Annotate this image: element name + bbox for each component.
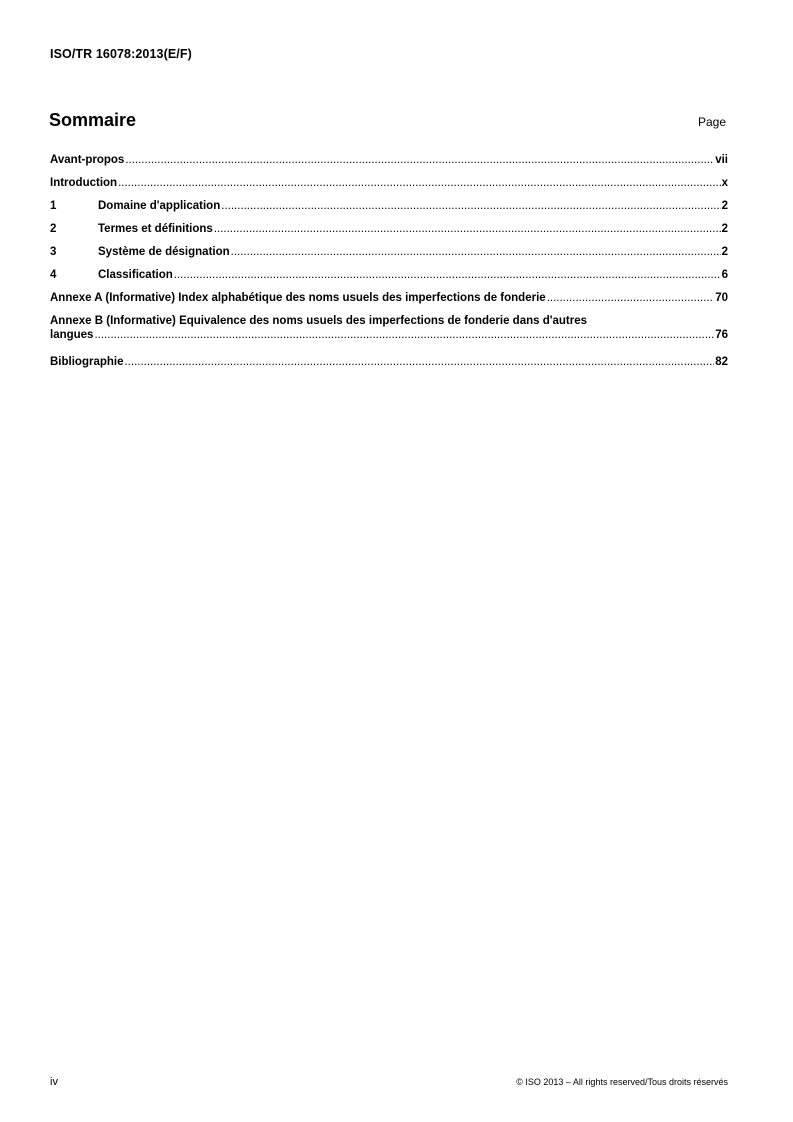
toc-entry-title: Annexe B (Informative) Equivalence des noms usuels des imperfections de fonderie dans d'autres: [50, 315, 587, 327]
toc-entry-bibliographie[interactable]: [50, 355, 728, 378]
dot-leader: [221, 199, 720, 213]
toc-entry-page: 6: [721, 269, 728, 281]
document-id: ISO/TR 16078:2013(E/F): [50, 47, 192, 61]
toc-entry-title: Annexe A (Informative) Index alphabétique des noms usuels des imperfections de fonderie: [50, 292, 546, 304]
toc-entry-page: 2: [721, 200, 728, 212]
toc-entry-number: 4: [50, 269, 57, 281]
toc-title: Sommaire: [49, 110, 137, 130]
dot-leader: [214, 222, 721, 236]
toc-entry-domaine[interactable]: [50, 199, 728, 222]
toc-entry-page: 76: [715, 329, 728, 341]
toc-entry-title: Domaine d'application: [98, 200, 221, 212]
dot-leader: [547, 291, 715, 305]
toc-entry-page: 2: [721, 246, 728, 258]
toc-entry-number: 2: [50, 223, 57, 235]
toc-entry-termes[interactable]: [50, 222, 728, 245]
toc-entry-avant-propos[interactable]: [50, 153, 728, 176]
toc-entry-title: Termes et définitions: [98, 223, 213, 235]
copyright-notice: © ISO 2013 – All rights reserved/Tous droits réservés: [516, 1077, 728, 1087]
dot-leader: [118, 176, 721, 190]
toc-entry-number: 3: [50, 246, 57, 258]
toc-entry-page: x: [721, 177, 728, 189]
toc-entry-title: Avant-propos: [50, 154, 125, 166]
toc-entry-page: 82: [715, 356, 728, 368]
toc-entry-page: 2: [721, 223, 728, 235]
toc-entry-title: Système de désignation: [98, 246, 230, 258]
dot-leader: [94, 328, 714, 342]
dot-leader: [125, 153, 714, 167]
table-of-contents: [50, 153, 728, 378]
toc-entry-page: 70: [715, 292, 728, 304]
toc-entry-page: vii: [715, 154, 728, 166]
dot-leader: [231, 245, 721, 259]
toc-entry-annexe-a[interactable]: [50, 291, 728, 314]
toc-entry-title: Classification: [98, 269, 173, 281]
toc-entry-title: Bibliographie: [50, 356, 124, 368]
toc-entry-title-continued: langues: [50, 329, 94, 341]
toc-entry-annexe-b[interactable]: [50, 314, 728, 355]
dot-leader: [174, 268, 721, 282]
dot-leader: [124, 355, 714, 369]
toc-entry-systeme[interactable]: [50, 245, 728, 268]
toc-entry-classification[interactable]: [50, 268, 728, 291]
page-column-label: Page: [697, 115, 726, 129]
page-number: iv: [50, 1076, 58, 1088]
toc-entry-title: Introduction: [50, 177, 118, 189]
toc-entry-introduction[interactable]: [50, 176, 728, 199]
toc-entry-number: 1: [50, 200, 57, 212]
